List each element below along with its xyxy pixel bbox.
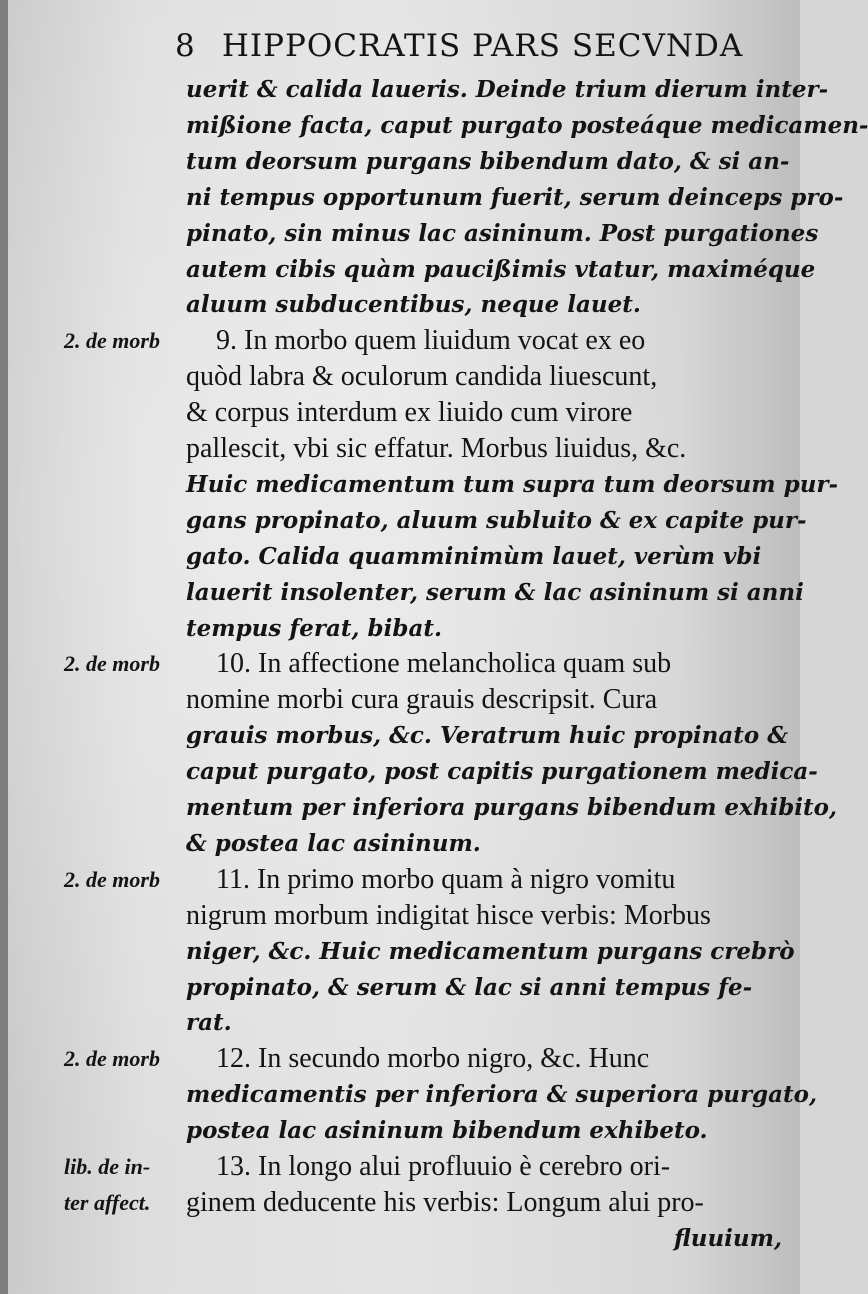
- text-line: rat.: [186, 1009, 232, 1037]
- paragraph-first-line: 12. In secundo morbo nigro, &c. Hunc: [216, 1043, 650, 1075]
- text-line: pinato, sin minus lac asininum. Post purgationes: [186, 219, 819, 247]
- text-line: caput purgato, post capitis purgationem medica-: [186, 758, 818, 786]
- running-header: [175, 28, 775, 76]
- text-line: tum deorsum purgans bibendum dato, & si an-: [186, 147, 790, 175]
- page-number: 8: [175, 28, 196, 64]
- text-line: mentum per inferiora purgans bibendum exhibito,: [186, 794, 838, 821]
- text-line: ni tempus opportunum fuerit, serum deinceps pro-: [186, 183, 844, 211]
- text-line: quòd labra & oculorum candida liuescunt,: [186, 361, 658, 393]
- text-line: pallescit, vbi sic effatur. Morbus liuidus, &c.: [186, 433, 687, 464]
- text-line: ginem deducente his verbis: Longum alui pro-: [186, 1186, 704, 1218]
- text-line: lauerit insolenter, serum & lac asininum si anni: [186, 578, 804, 606]
- text-line: postea lac asininum bibendum exhibeto.: [186, 1117, 708, 1145]
- text-line: gans propinato, aluum subluito & ex capite pur-: [186, 506, 807, 534]
- margin-note: 2. de morb: [64, 1046, 160, 1072]
- text-line: & corpus interdum ex liuido cum virore: [186, 397, 633, 429]
- text-line: autem cibis quàm paucißimis vtatur, maximéque: [186, 255, 816, 283]
- text-line: Huic medicamentum tum supra tum deorsum pur-: [186, 470, 839, 498]
- text-line: aluum subducentibus, neque lauet.: [186, 291, 641, 319]
- paragraph-first-line: 11. In primo morbo quam à nigro vomitu: [216, 863, 676, 895]
- running-title: HIPPOCRATIS PARS SECVNDA: [221, 28, 744, 64]
- margin-note: lib. de in-: [64, 1154, 151, 1179]
- text-line: fluuium,: [674, 1224, 782, 1252]
- text-line: gato. Calida quamminimùm lauet, verùm vbi: [186, 542, 762, 570]
- paragraph-first-line: 9. In morbo quem liuidum vocat ex eo: [216, 325, 646, 357]
- text-line: mißione facta, caput purgato posteáque medicamen-: [186, 111, 868, 139]
- text-line: uerit & calida laueris. Deinde trium dierum inter-: [186, 76, 829, 103]
- text-line: tempus ferat, bibat.: [186, 614, 442, 642]
- paragraph-first-line: 10. In affectione melancholica quam sub: [216, 648, 672, 680]
- text-line: nomine morbi cura grauis descripsit. Cura: [186, 684, 658, 716]
- text-line: nigrum morbum indigitat hisce verbis: Morbus: [186, 899, 711, 931]
- paragraph-first-line: 13. In longo alui profluuio è cerebro ori-: [216, 1151, 671, 1182]
- margin-note: ter affect.: [64, 1189, 151, 1215]
- margin-note: 2. de morb: [64, 328, 160, 354]
- text-line: niger, &c. Huic medicamentum purgans crebrò: [186, 937, 795, 965]
- text-line: & postea lac asininum.: [186, 829, 481, 857]
- text-line: propinato, & serum & lac si anni tempus fe-: [186, 973, 753, 1001]
- text-line: medicamentis per inferiora & superiora purgato,: [186, 1081, 818, 1109]
- margin-note: 2. de morb: [64, 866, 160, 892]
- text-line: grauis morbus, &c. Veratrum huic propinato &: [186, 722, 788, 750]
- page-binding-edge: [0, 0, 8, 1294]
- margin-note: 2. de morb: [64, 651, 160, 677]
